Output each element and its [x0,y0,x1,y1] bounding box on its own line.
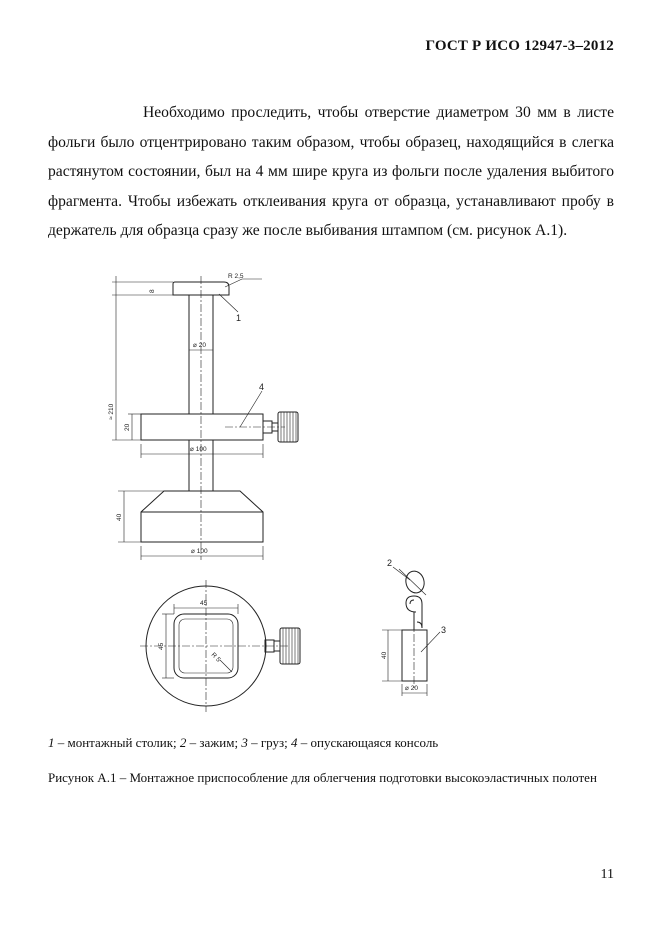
figure-caption: Рисунок А.1 – Монтажное приспособление для облегчения подготовки высокоэластичных полотен [48,770,597,785]
weight-assembly [382,567,440,696]
legend-text-4: – опускающаяся консоль [300,735,439,750]
legend-text-3: – груз; [251,735,288,750]
body-paragraph: Необходимо проследить, чтобы отверстие диаметром 30 мм в листе фольги было отцентрировано таким образом, чтобы образец, находящийся в слегка растянутом состоянии, был на 4 мм шире круга из фольги после удаления выбитого фрагмента. Чтобы избежать отклеивания круга от образца, устанавливают пробу в держатель для образца сразу же после выбивания штампом (см. рисунок А.1). [48,104,614,240]
dim-d20-weight: ⌀ 20 [405,685,418,692]
legend-text-1: – монтажный столик; [57,735,177,750]
label-4: 4 [259,382,265,392]
dim-d100-console: ⌀ 100 [190,446,207,453]
legend-text-2: – зажим; [189,735,239,750]
page-number: 11 [600,867,614,882]
document-header: ГОСТ Р ИСО 12947-3–2012 [425,38,614,54]
legend-num-3: 3 [241,735,248,750]
label-1: 1 [236,313,242,323]
dim-210: ≈ 210 [108,403,115,420]
legend-num-4: 4 [291,735,298,750]
figure-legend [48,735,438,751]
dim-r5: R 5 [209,651,222,664]
legend-num-1: 1 [48,735,55,750]
dim-d100-base: ⌀ 100 [191,548,208,555]
dim-20-console: 20 [124,423,131,431]
dim-45-horizontal: 45 [200,600,208,607]
label-3: 3 [441,625,447,635]
dim-45-vertical: 45 [158,642,165,650]
label-2: 2 [387,558,393,568]
dim-r25: R 2,5 [228,273,244,280]
dim-d20-shaft: ⌀ 20 [193,342,206,349]
dim-8: 8 [149,289,156,293]
dim-40-base: 40 [116,513,123,521]
dim-40-weight: 40 [381,651,388,659]
legend-num-2: 2 [179,735,187,750]
stand-side-view [112,276,298,560]
